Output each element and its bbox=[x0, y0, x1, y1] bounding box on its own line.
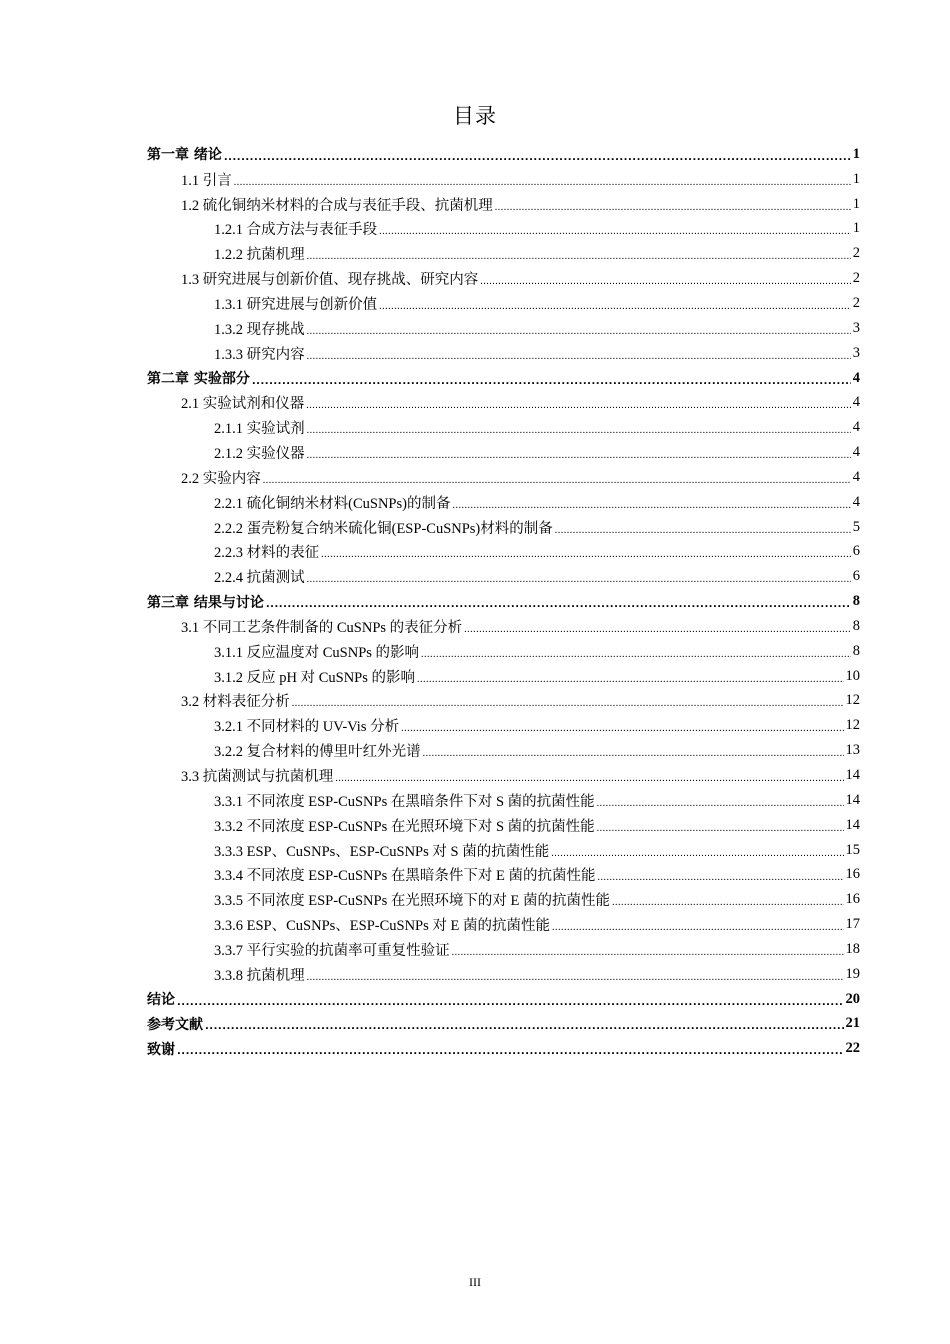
toc-entry-page-number: 2 bbox=[852, 270, 860, 287]
toc-entry-label: 1.3.2 现存挑战 bbox=[214, 321, 305, 338]
toc-entry[interactable] bbox=[147, 167, 860, 192]
toc-entry-label: 2.1.2 实验仪器 bbox=[214, 446, 305, 463]
toc-entry-page-number: 16 bbox=[845, 866, 860, 883]
toc-entry-label: 3.2 材料表征分析 bbox=[181, 694, 290, 711]
toc-entry[interactable] bbox=[147, 887, 860, 912]
toc-entry[interactable] bbox=[147, 937, 860, 962]
toc-entry-label: 3.1.1 反应温度对 CuSNPs 的影响 bbox=[214, 644, 420, 661]
toc-leader-dots bbox=[597, 823, 844, 834]
toc-entry[interactable] bbox=[147, 987, 860, 1012]
toc-entry-page-number: 14 bbox=[845, 816, 860, 833]
toc-entry-label: 2.2.3 材料的表征 bbox=[214, 545, 320, 562]
toc-entry-page-number: 4 bbox=[852, 444, 860, 461]
toc-entry[interactable] bbox=[147, 838, 860, 863]
toc-entry-label: 3.3.8 抗菌机理 bbox=[214, 967, 305, 984]
toc-entry-label: 2.2.4 抗菌测试 bbox=[214, 570, 305, 587]
toc-entry-page-number: 20 bbox=[845, 990, 860, 1007]
toc-entry-page-number: 4 bbox=[852, 468, 860, 485]
toc-entry-label: 第三章 结果与讨论 bbox=[147, 594, 264, 611]
toc-entry-label: 致谢 bbox=[147, 1041, 175, 1058]
toc-leader-dots bbox=[263, 475, 851, 486]
toc-entry-page-number: 14 bbox=[845, 767, 860, 784]
toc-entry-label: 3.3.4 不同浓度 ESP-CuSNPs 在黑暗条件下对 E 菌的抗菌性能 bbox=[214, 868, 596, 885]
toc-leader-dots bbox=[417, 674, 843, 685]
toc-entry-page-number: 21 bbox=[845, 1015, 860, 1032]
toc-leader-dots bbox=[335, 773, 843, 784]
toc-leader-dots bbox=[555, 525, 851, 536]
toc-entry-label: 3.3 抗菌测试与抗菌机理 bbox=[181, 769, 334, 786]
toc-entry-label: 3.2.2 复合材料的傅里叶红外光谱 bbox=[214, 744, 421, 761]
toc-leader-dots bbox=[252, 376, 851, 387]
toc-entry-label: 3.3.7 平行实验的抗菌率可重复性验证 bbox=[214, 942, 450, 959]
toc-entry-page-number: 8 bbox=[852, 617, 860, 634]
toc-entry-page-number: 5 bbox=[852, 518, 860, 535]
page-title: 目录 bbox=[453, 104, 497, 128]
toc-entry-page-number: 2 bbox=[852, 245, 860, 262]
toc-entry-page-number: 2 bbox=[852, 294, 860, 311]
toc-entry[interactable] bbox=[147, 465, 860, 490]
toc-entry-label: 第一章 绪论 bbox=[147, 147, 222, 164]
toc-entry[interactable] bbox=[147, 341, 860, 366]
toc-leader-dots bbox=[205, 1021, 844, 1032]
toc-leader-dots bbox=[266, 599, 851, 610]
toc-leader-dots bbox=[552, 922, 844, 933]
toc-entry-page-number: 8 bbox=[852, 642, 860, 659]
toc-entry[interactable] bbox=[147, 291, 860, 316]
toc-entry[interactable] bbox=[147, 440, 860, 465]
toc-leader-dots bbox=[177, 1046, 844, 1057]
toc-entry[interactable] bbox=[147, 713, 860, 738]
toc-entry-page-number: 4 bbox=[852, 369, 860, 386]
toc-entry-page-number: 18 bbox=[845, 940, 860, 957]
toc-entry-label: 2.2.1 硫化铜纳米材料(CuSNPs)的制备 bbox=[214, 495, 451, 512]
toc-entry-label: 3.1.2 反应 pH 对 CuSNPs 的影响 bbox=[214, 669, 416, 686]
toc-entry-page-number: 6 bbox=[852, 543, 860, 560]
toc-entry-label: 2.2 实验内容 bbox=[181, 470, 261, 487]
toc-entry-page-number: 15 bbox=[845, 841, 860, 858]
toc-entry[interactable] bbox=[147, 862, 860, 887]
toc-entry-page-number: 6 bbox=[852, 568, 860, 585]
toc-entry[interactable] bbox=[147, 540, 860, 565]
toc-entry[interactable] bbox=[147, 962, 860, 987]
toc-entry[interactable] bbox=[147, 1012, 860, 1037]
toc-entry-page-number: 4 bbox=[852, 493, 860, 510]
toc-entry-page-number: 3 bbox=[852, 319, 860, 336]
toc-entry-page-number: 16 bbox=[845, 891, 860, 908]
toc-entry[interactable] bbox=[147, 589, 860, 614]
toc-leader-dots bbox=[321, 549, 851, 560]
toc-leader-dots bbox=[224, 152, 851, 163]
toc-entry-page-number: 4 bbox=[852, 394, 860, 411]
toc-leader-dots bbox=[307, 251, 851, 262]
toc-entry[interactable] bbox=[147, 1036, 860, 1061]
toc-entry-page-number: 19 bbox=[845, 965, 860, 982]
toc-leader-dots bbox=[421, 649, 851, 660]
toc-leader-dots bbox=[292, 698, 844, 709]
toc-entry[interactable] bbox=[147, 241, 860, 266]
toc-entry-label: 结论 bbox=[147, 992, 175, 1009]
toc-entry-page-number: 12 bbox=[845, 692, 860, 709]
toc-entry-label: 第二章 实验部分 bbox=[147, 371, 250, 388]
toc-leader-dots bbox=[307, 574, 851, 585]
toc-leader-dots bbox=[307, 425, 851, 436]
page-number-footer: III bbox=[469, 1275, 481, 1289]
toc-entry[interactable] bbox=[147, 217, 860, 242]
toc-entry-label: 3.3.1 不同浓度 ESP-CuSNPs 在黑暗条件下对 S 菌的抗菌性能 bbox=[214, 793, 595, 810]
toc-entry-page-number: 13 bbox=[845, 742, 860, 759]
toc-leader-dots bbox=[464, 624, 851, 635]
toc-entry-label: 3.1 不同工艺条件制备的 CuSNPs 的表征分析 bbox=[181, 619, 463, 636]
toc-entry[interactable] bbox=[147, 515, 860, 540]
toc-entry-label: 3.2.1 不同材料的 UV-Vis 分析 bbox=[214, 719, 400, 736]
toc-leader-dots bbox=[379, 301, 851, 312]
toc-entry[interactable] bbox=[147, 490, 860, 515]
toc-entry-label: 3.3.5 不同浓度 ESP-CuSNPs 在光照环境下的对 E 菌的抗菌性能 bbox=[214, 893, 610, 910]
toc-entry-label: 1.2.1 合成方法与表征手段 bbox=[214, 222, 378, 239]
toc-entry-page-number: 8 bbox=[852, 593, 860, 610]
toc-entry[interactable] bbox=[147, 788, 860, 813]
toc-leader-dots bbox=[612, 897, 844, 908]
toc-entry-page-number: 1 bbox=[852, 220, 860, 237]
toc-leader-dots bbox=[597, 872, 843, 883]
toc-entry-page-number: 3 bbox=[852, 344, 860, 361]
toc-entry[interactable] bbox=[147, 689, 860, 714]
toc-entry[interactable] bbox=[147, 763, 860, 788]
toc-entry-page-number: 10 bbox=[845, 667, 860, 684]
toc-entry-label: 1.2 硫化铜纳米材料的合成与表征手段、抗菌机理 bbox=[181, 197, 493, 214]
toc-entry-page-number: 4 bbox=[852, 419, 860, 436]
toc-entry[interactable] bbox=[147, 266, 860, 291]
toc-leader-dots bbox=[597, 798, 844, 809]
table-of-contents bbox=[147, 142, 860, 1061]
toc-leader-dots bbox=[307, 450, 851, 461]
toc-leader-dots bbox=[423, 748, 844, 759]
toc-entry[interactable] bbox=[147, 813, 860, 838]
toc-entry[interactable] bbox=[147, 366, 860, 391]
toc-entry-label: 1.1 引言 bbox=[181, 172, 232, 189]
toc-entry-label: 3.3.2 不同浓度 ESP-CuSNPs 在光照环境下对 S 菌的抗菌性能 bbox=[214, 818, 595, 835]
toc-leader-dots bbox=[452, 500, 850, 511]
toc-entry[interactable] bbox=[147, 390, 860, 415]
toc-entry-label: 参考文献 bbox=[147, 1016, 203, 1033]
toc-leader-dots bbox=[177, 997, 844, 1008]
toc-entry-page-number: 17 bbox=[845, 916, 860, 933]
toc-entry[interactable] bbox=[147, 142, 860, 167]
toc-entry[interactable] bbox=[147, 639, 860, 664]
toc-entry-label: 1.3 研究进展与创新价值、现存挑战、研究内容 bbox=[181, 272, 479, 289]
toc-entry[interactable] bbox=[147, 564, 860, 589]
toc-leader-dots bbox=[480, 276, 851, 287]
toc-entry[interactable] bbox=[147, 614, 860, 639]
toc-entry-label: 1.3.3 研究内容 bbox=[214, 346, 305, 363]
toc-leader-dots bbox=[452, 947, 844, 958]
toc-leader-dots bbox=[234, 177, 851, 188]
toc-entry-page-number: 12 bbox=[845, 717, 860, 734]
toc-leader-dots bbox=[495, 202, 851, 213]
toc-entry[interactable] bbox=[147, 192, 860, 217]
toc-leader-dots bbox=[379, 226, 851, 237]
toc-entry-page-number: 1 bbox=[852, 145, 860, 162]
toc-entry-page-number: 1 bbox=[852, 170, 860, 187]
toc-entry-label: 2.1.1 实验试剂 bbox=[214, 421, 305, 438]
toc-entry-label: 1.3.1 研究进展与创新价值 bbox=[214, 296, 378, 313]
toc-entry[interactable] bbox=[147, 316, 860, 341]
toc-entry[interactable] bbox=[147, 664, 860, 689]
toc-leader-dots bbox=[307, 326, 851, 337]
toc-entry-label: 3.3.6 ESP、CuSNPs、ESP-CuSNPs 对 E 菌的抗菌性能 bbox=[214, 918, 550, 935]
toc-leader-dots bbox=[307, 972, 844, 983]
toc-entry-page-number: 1 bbox=[852, 195, 860, 212]
toc-entry-page-number: 22 bbox=[845, 1040, 860, 1057]
toc-entry[interactable] bbox=[147, 415, 860, 440]
toc-entry[interactable] bbox=[147, 912, 860, 937]
toc-entry-label: 2.1 实验试剂和仪器 bbox=[181, 396, 305, 413]
toc-leader-dots bbox=[307, 351, 851, 362]
toc-entry-label: 1.2.2 抗菌机理 bbox=[214, 247, 305, 264]
toc-entry-label: 3.3.3 ESP、CuSNPs、ESP-CuSNPs 对 S 菌的抗菌性能 bbox=[214, 843, 550, 860]
toc-entry[interactable] bbox=[147, 738, 860, 763]
toc-leader-dots bbox=[401, 723, 843, 734]
toc-entry-label: 2.2.2 蛋壳粉复合纳米硫化铜(ESP-CuSNPs)材料的制备 bbox=[214, 520, 553, 537]
toc-leader-dots bbox=[306, 400, 851, 411]
toc-leader-dots bbox=[551, 848, 843, 859]
toc-entry-page-number: 14 bbox=[845, 791, 860, 808]
